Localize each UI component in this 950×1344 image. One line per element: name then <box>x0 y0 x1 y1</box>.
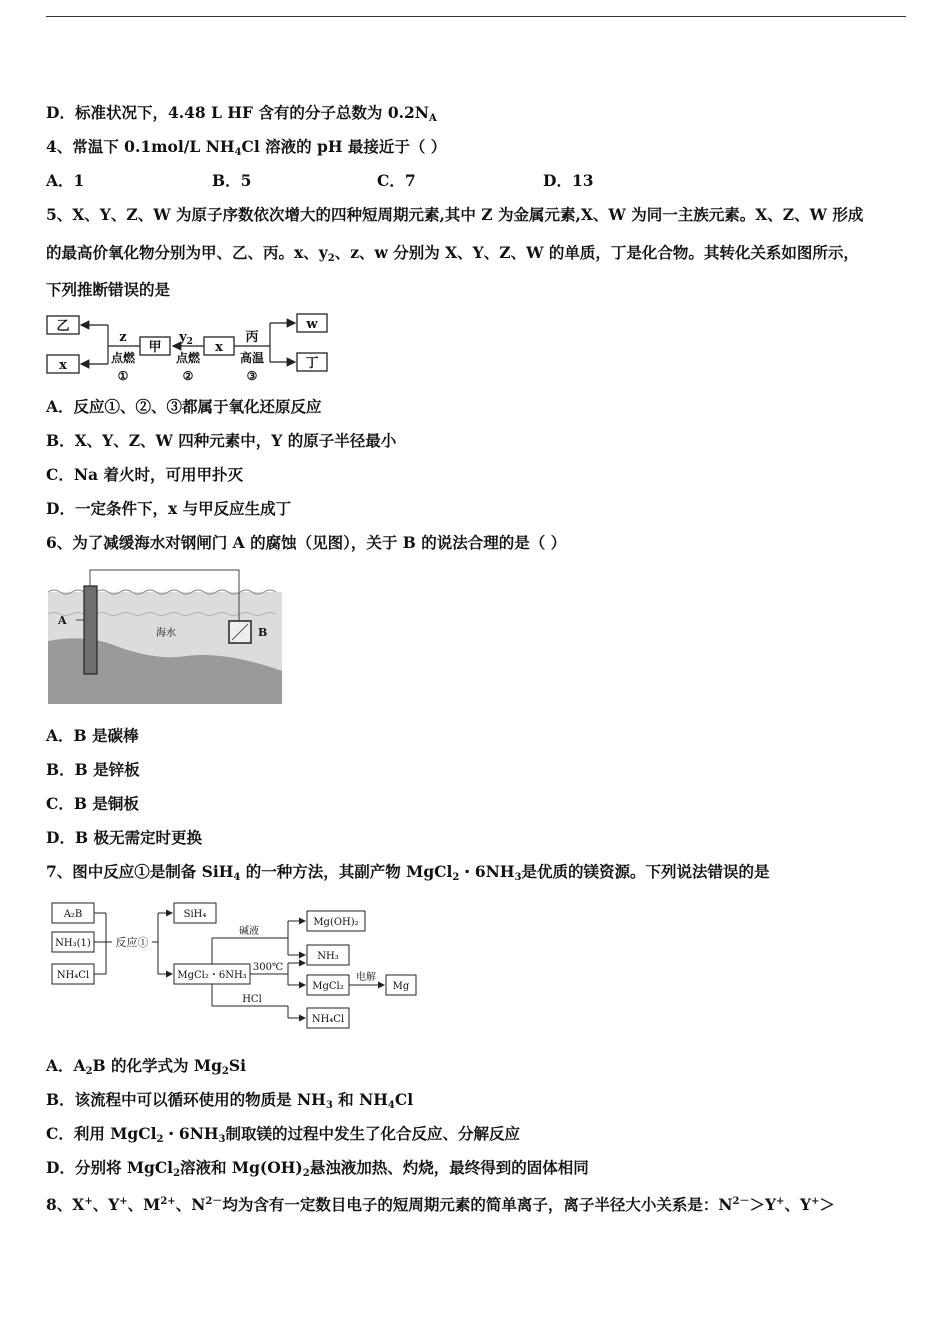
q4-option-d: D．13 <box>543 171 594 190</box>
q5-stem-line1: 5、X、Y、Z、W 为原子序数依次增大的四种短周期元素,其中 Z 为金属元素,X、W 为同一主族元素。X、Z、W 形成 <box>46 205 864 224</box>
step-1: ① <box>117 369 129 383</box>
reagent-z: z <box>119 330 127 345</box>
label-jia: 甲 <box>148 340 162 355</box>
q7-option-a: A．$A_2B$ 的化学式为 $Mg_2Si$ <box>46 1056 246 1077</box>
q4-option-a: A．1 <box>46 171 85 190</box>
flow-nh4cl-in: NH₄Cl <box>56 970 90 981</box>
label-a: A <box>58 614 67 627</box>
flow-sih4: SiH₄ <box>183 909 207 920</box>
flow-hcl: HCl <box>242 994 262 1005</box>
flow-electrolysis: 电解 <box>356 972 376 983</box>
q4-option-b: B．5 <box>212 171 252 190</box>
step-2: ② <box>182 369 194 383</box>
label-x-mid: x <box>215 340 223 355</box>
condition-3: 高温 <box>239 351 265 365</box>
flow-a2b: A₂B <box>63 909 83 920</box>
q7-stem: 7、图中反应①是制备 SiH$_4$ 的一种方法，其副产物 MgCl$_2$・$6NH_3$是优质的镁资源。下列说法错误的是 <box>46 862 770 883</box>
q8-stem: 8、X+、Y+、$M^{2+}$、$N^{2-}$均为含有一定数目电子的短周期元素的简单离子，离子半径大小关系是：$N^{2-}>Y^+$、Y+＞ <box>46 1195 835 1214</box>
flow-nh4cl-out: NH₄Cl <box>311 1014 345 1025</box>
flow-temp: 300℃ <box>252 962 284 973</box>
flow-mgcl2-6nh3: MgCl₂・6NH₃ <box>177 970 247 981</box>
reagent-y2: $y_2$ <box>179 330 193 347</box>
q4-option-c: C．7 <box>377 171 416 190</box>
flow-mg: Mg <box>392 981 410 992</box>
q5-option-d: D．一定条件下，x 与甲反应生成丁 <box>46 499 292 518</box>
flow-mgoh2: Mg(OH)₂ <box>313 917 359 928</box>
label-yi: 乙 <box>56 319 70 334</box>
condition-1: 点燃 <box>110 351 136 365</box>
q5-option-c: C．Na 着火时，可用甲扑灭 <box>46 465 243 484</box>
q5-option-b: B．X、Y、Z、W 四种元素中，Y 的原子半径最小 <box>46 431 397 450</box>
q5-conversion-diagram <box>44 308 344 386</box>
q5-stem-line2: 的最高价氧化物分别为甲、乙、丙。x、$y_2$、z、w 分别为 X、Y、Z、W 的单质，丁是化合物。其转化关系如图所示， <box>46 243 859 264</box>
label-x-left: x <box>59 358 67 373</box>
label-w: w <box>306 317 318 332</box>
q7-option-c: C．利用 MgCl$_2$・$6NH_3$制取镁的过程中发生了化合反应、分解反应 <box>46 1124 521 1145</box>
steel-gate-a <box>84 586 97 674</box>
condition-2: 点燃 <box>175 351 201 365</box>
q4-stem: 4、常温下 0.1mol/L $NH_4Cl$ 溶液的 pH 最接近于（ ） <box>46 137 447 158</box>
label-seawater: 海水 <box>156 628 176 639</box>
flow-mgcl2: MgCl₂ <box>312 981 344 992</box>
flow-alkali: 碱液 <box>239 926 259 937</box>
q5-stem-line3: 下列推断错误的是 <box>46 280 171 299</box>
q6-option-a: A．B 是碳棒 <box>46 726 139 745</box>
q7-flow-diagram <box>46 896 421 1034</box>
flow-nh3l: NH₃(1) <box>55 938 91 949</box>
q6-sea-gate-figure <box>46 566 284 706</box>
label-ding: 丁 <box>305 356 319 371</box>
step-3: ③ <box>246 369 258 383</box>
reagent-bing: 丙 <box>245 330 259 345</box>
q6-option-b: B．B 是锌板 <box>46 760 140 779</box>
flow-reaction-1: 反应① <box>115 936 149 949</box>
q6-option-c: C．B 是铜板 <box>46 794 139 813</box>
flow-nh3: NH₃ <box>317 951 339 962</box>
q6-stem: 6、为了减缓海水对钢闸门 A 的腐蚀（见图），关于 B 的说法合理的是（ ） <box>46 533 567 552</box>
q3-option-d: D．标准状况下，4.48 L HF 含有的分子总数为 $0.2N_A$ <box>46 103 437 124</box>
q5-option-a: A．反应①、②、③都属于氧化还原反应 <box>46 397 322 416</box>
q6-option-d: D．B 极无需定时更换 <box>46 828 202 847</box>
q7-option-d: D．分别将 MgCl$_2$溶液和 $Mg(OH)_2$悬浊液加热、灼烧，最终得到的固体相同 <box>46 1158 589 1179</box>
header-rule <box>46 16 906 17</box>
label-b: B <box>258 626 268 639</box>
q7-option-b: B．该流程中可以循环使用的物质是 $NH_3$ 和 $NH_4Cl$ <box>46 1090 414 1111</box>
